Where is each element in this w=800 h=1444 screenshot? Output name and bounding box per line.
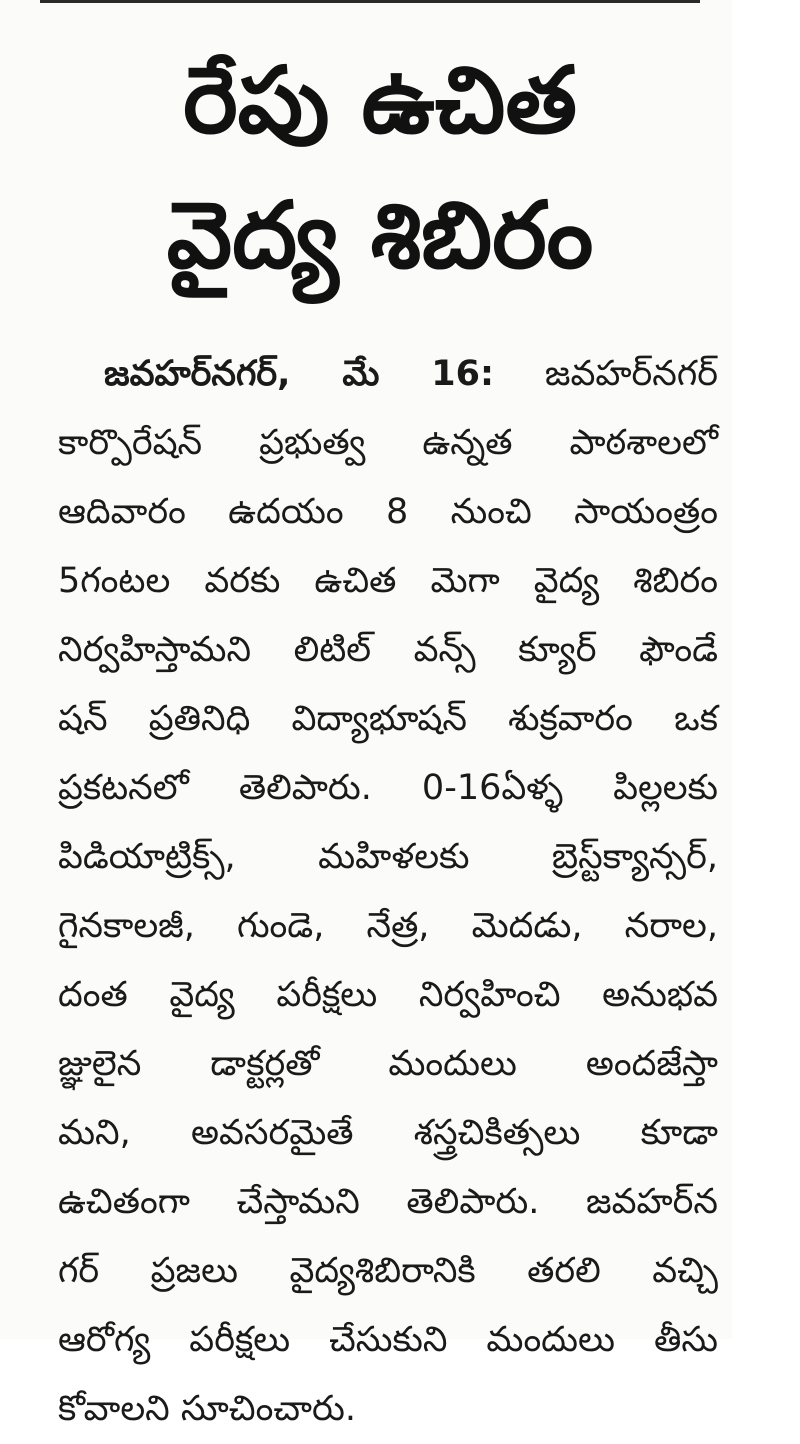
page-margin — [732, 0, 800, 1339]
article-dateline: జవహర్‌నగర్, మే 16: — [104, 354, 494, 394]
article-line-10: దంత వైద్య పరీక్షలు నిర్వహించి అనుభవ — [58, 975, 718, 1015]
article-line-1-text: జవహర్‌నగర్ — [544, 354, 718, 394]
headline-line-2: వైద్య శిబిరం — [166, 182, 594, 289]
article-body — [58, 340, 718, 1444]
article-line-13: ఉచితంగా చేస్తామని తెలిపారు. జవహర్‌న — [58, 1182, 718, 1222]
article-line-5: నిర్వహిస్తామని లిటిల్ వన్స్ క్యూర్ ఫౌండే — [58, 630, 718, 670]
article-line-2: కార్పొరేషన్ ప్రభుత్వ ఉన్నత పాఠశాలలో — [58, 423, 718, 463]
article-line-6: షన్ ప్రతినిధి విద్యాభూషన్ శుక్రవారం ఒక — [58, 699, 718, 739]
article-line-12: మని, అవసరమైతే శస్త్రచికిత్సలు కూడా — [58, 1113, 718, 1153]
article-line-4: 5గంటల వరకు ఉచిత మెగా వైద్య శిబిరం — [58, 561, 718, 601]
article-line-11: జ్ఞులైన డాక్టర్లతో మందులు అందజేస్తా — [58, 1044, 718, 1084]
article-line-14: గర్ ప్రజలు వైద్యశిబిరానికి తరలి వచ్చి — [58, 1251, 718, 1291]
top-divider — [40, 0, 700, 3]
article-line-9: గైనకాలజీ, గుండె, నేత్ర, మెదడు, నరాల, — [58, 906, 718, 946]
article-line-7: ప్రకటనలో తెలిపారు. 0-16ఏళ్ళ పిల్లలకు — [58, 768, 718, 808]
article-line-1 — [58, 340, 718, 409]
article-line-16: కోవాలని సూచించారు. — [58, 1389, 356, 1429]
article-line-15: ఆరోగ్య పరీక్షలు చేసుకుని మందులు తీసు — [58, 1320, 718, 1360]
headline-line-1: రేపు ఉచిత — [183, 47, 577, 154]
article-line-8: పిడియాట్రిక్స్, మహిళలకు బ్రెస్ట్‌క్యాన్సర్, — [58, 837, 718, 877]
article-line-3: ఆదివారం ఉదయం 8 నుంచి సాయంత్రం — [58, 492, 718, 532]
